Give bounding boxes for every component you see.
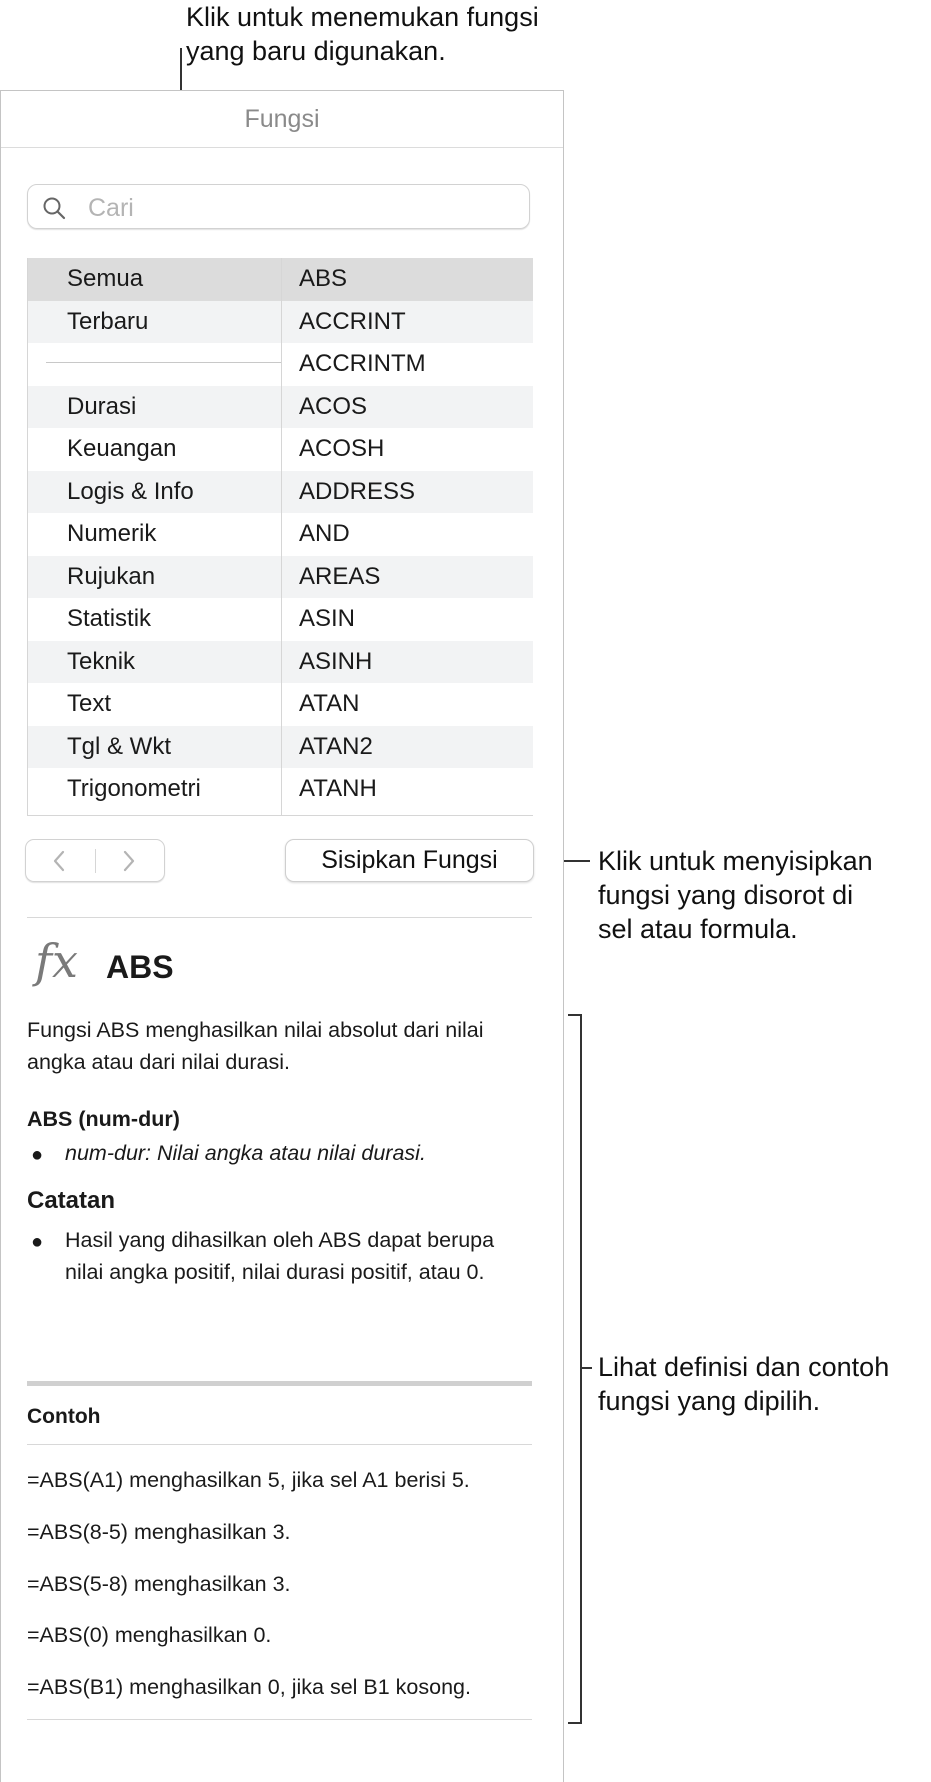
history-nav [25,839,165,882]
function-description: Fungsi ABS menghasilkan nilai absolut dari nilai angka atau dari nilai durasi. [27,1018,484,1074]
argument-item: num-dur: Nilai angka atau nilai durasi. [65,1141,426,1165]
bullet-marker: ● [31,1231,44,1253]
function-name: ABS [106,949,174,985]
definition-bracket-tick [582,1367,592,1369]
search-field[interactable] [27,184,530,229]
example-item: =ABS(5-8) menghasilkan 3. [27,1572,291,1596]
function-item-and[interactable]: AND [299,520,350,547]
category-item-tgl-wkt[interactable]: Tgl & Wkt [67,732,172,760]
example-item: =ABS(B1) menghasilkan 0, jika sel B1 kosong. [27,1675,471,1699]
callout-recent-line-1: Klik untuk menemukan fungsi [186,2,539,32]
search-input[interactable] [86,191,510,225]
notes-heading: Catatan [27,1187,116,1214]
forward-button[interactable] [96,840,165,881]
column-divider [281,258,282,815]
category-item-text[interactable]: Text [67,690,112,717]
function-item-areas[interactable]: AREAS [299,562,381,590]
function-item-atan2[interactable]: ATAN2 [299,732,373,760]
callout-definition-line-1: Lihat definisi dan contoh [598,1352,890,1382]
callout-recent [186,0,539,68]
function-browser [27,258,533,816]
category-item-durasi[interactable]: Durasi [67,392,137,420]
definition-bracket-bottom [568,1722,582,1724]
callout-recent-line-2: yang baru digunakan. [186,36,446,66]
category-item-keuangan[interactable]: Keuangan [67,435,177,462]
callout-insert [598,844,873,946]
examples-header-rule [27,1444,532,1445]
category-item-logis-info[interactable]: Logis & Info [67,477,194,505]
chevron-right-icon [122,850,136,872]
example-item: =ABS(8-5) menghasilkan 3. [27,1520,291,1544]
category-item-numerik[interactable]: Numerik [67,520,157,547]
callout-insert-line-3: sel atau formula. [598,914,798,944]
category-separator [46,362,281,363]
examples-heading: Contoh [27,1405,101,1428]
function-item-accrint[interactable]: ACCRINT [299,307,406,335]
back-button[interactable] [26,840,95,881]
examples-bottom-rule [27,1719,532,1720]
panel-title: Fungsi [1,91,563,148]
function-item-asinh[interactable]: ASINH [299,647,373,675]
example-item: =ABS(0) menghasilkan 0. [27,1623,272,1647]
callout-insert-line-1: Klik untuk menyisipkan [598,846,873,876]
functions-panel [0,90,564,1782]
detail-divider [27,917,532,918]
function-item-asin[interactable]: ASIN [299,605,356,632]
function-syntax: ABS (num-dur) [27,1107,180,1131]
bullet-marker: ● [31,1144,44,1166]
category-item-rujukan[interactable]: Rujukan [67,562,156,590]
callout-definition [598,1350,889,1418]
function-item-accrintm[interactable]: ACCRINTM [299,350,426,377]
definition-bracket-top [568,1014,582,1016]
function-item-acosh[interactable]: ACOSH [299,435,385,462]
callout-definition-line-2: fungsi yang dipilih. [598,1386,821,1416]
category-item-trigonometri[interactable]: Trigonometri [67,775,201,802]
category-item-statistik[interactable]: Statistik [67,605,152,632]
insert-function-button[interactable]: Sisipkan Fungsi [285,839,534,882]
fx-icon: fx [35,934,78,988]
function-item-atanh[interactable]: ATANH [299,775,377,802]
definition-bracket [580,1014,582,1724]
category-item-terbaru[interactable]: Terbaru [67,307,149,335]
note-item: Hasil yang dihasilkan oleh ABS dapat berupa nilai angka positif, nilai durasi positif, atau 0. [65,1228,495,1284]
callout-insert-line-2: fungsi yang disorot di [598,880,854,910]
search-icon [42,196,66,220]
chevron-left-icon [52,850,66,872]
category-item-teknik[interactable]: Teknik [67,647,136,675]
function-item-address[interactable]: ADDRESS [299,477,416,505]
function-item-acos[interactable]: ACOS [299,392,368,420]
category-item-semua[interactable]: Semua [67,265,144,292]
function-item-abs[interactable]: ABS [299,265,348,292]
examples-divider [27,1381,532,1386]
function-item-atan[interactable]: ATAN [299,690,360,717]
example-item: =ABS(A1) menghasilkan 5, jika sel A1 berisi 5. [27,1468,470,1492]
